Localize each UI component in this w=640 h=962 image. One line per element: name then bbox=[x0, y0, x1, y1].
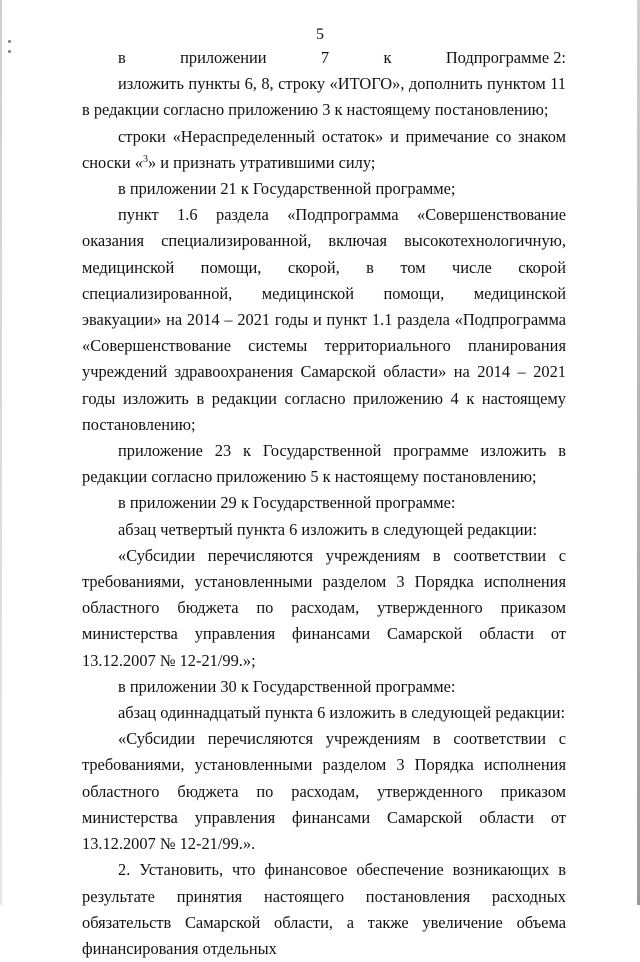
text-fragment: строки «Нераспределенный остаток» и примечание со знаком сноски « bbox=[82, 126, 566, 172]
paragraph: в приложении 30 к Государственной программе: bbox=[118, 676, 456, 696]
footnote-mark: 3 bbox=[142, 153, 148, 165]
paragraph-footnote bbox=[82, 124, 566, 176]
paragraph-item-2: 2. Установить, что финансовое обеспечение возникающих в результате принятия настоящего постановления расходных обязательств Самарской области, а также увеличение объема финансирования отдельных bbox=[82, 860, 566, 958]
paragraph-appendix-7 bbox=[82, 45, 566, 71]
text-fragment: » и признать утратившими силу; bbox=[147, 152, 376, 172]
word: в bbox=[118, 48, 126, 67]
scan-speck bbox=[8, 50, 11, 53]
paragraph: приложение 23 к Государственной программе изложить в редакции согласно приложению 5 к настоящему постановлению; bbox=[82, 441, 566, 487]
word: Подпрограмме 2: bbox=[445, 48, 566, 67]
paragraph: в приложении 29 к Государственной программе: bbox=[118, 493, 456, 513]
quoted-paragraph: «Субсидии перечисляются учреждениям в соответствии с требованиями, установленными разделом 3 Порядка исполнения областного бюджета по расходам, утвержденного приказом министерства управления финансами Самарской области от 13.12.2007 № 12-21/99.». bbox=[82, 729, 566, 854]
paragraph: абзац одиннадцатый пункта 6 изложить в следующей редакции: bbox=[118, 703, 566, 723]
word: к bbox=[383, 48, 392, 67]
word: 7 bbox=[320, 48, 330, 67]
paragraph: абзац четвертый пункта 6 изложить в следующей редакции: bbox=[118, 519, 538, 539]
word: приложении bbox=[180, 48, 267, 67]
paragraph: изложить пункты 6, 8, строку «ИТОГО», дополнить пунктом 11 в редакции согласно приложению 3 к настоящему постановлению; bbox=[82, 74, 566, 120]
page-number: 5 bbox=[316, 26, 324, 43]
paragraph: пункт 1.6 раздела «Подпрограмма «Совершенствование оказания специализированной, включая высокотехнологичную, медицинской помощи, скорой, в том числе скорой специализированной, медицинской помощи, медицинской эвакуации» на 2014 – 2021 годы и пункт 1.1 раздела «Подпрограмма «Совершенствование системы территориального планирования учреждений здравоохранения Самарской области» на 2014 – 2021 годы изложить в редакции согласно приложению 4 к настоящему постановлению; bbox=[82, 205, 566, 434]
scan-edge-left bbox=[0, 0, 2, 905]
document-body bbox=[82, 45, 566, 962]
quoted-paragraph: «Субсидии перечисляются учреждениям в соответствии с требованиями, установленными разделом 3 Порядка исполнения областного бюджета по расходам, утвержденного приказом министерства управления финансами Самарской области от 13.12.2007 № 12-21/99.»; bbox=[82, 545, 566, 670]
paragraph: в приложении 21 к Государственной программе; bbox=[118, 179, 456, 199]
